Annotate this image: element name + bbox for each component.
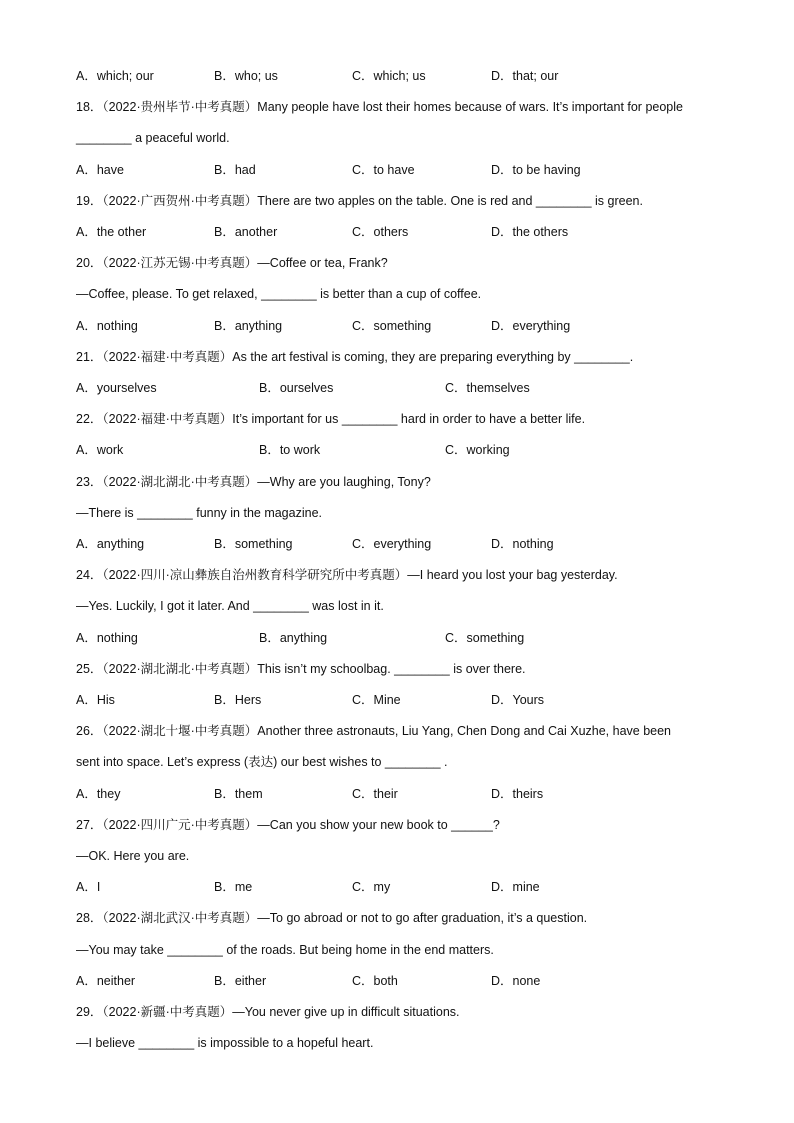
answer-options-row: [76, 879, 736, 895]
question-text-line: ________ a peaceful world.: [76, 131, 230, 146]
answer-option: B．ourselves: [259, 381, 334, 395]
answer-option: D．that; our: [491, 69, 559, 83]
answer-option: A．the other: [76, 225, 147, 239]
answer-options-row: [76, 68, 736, 84]
question-text-line: —OK. Here you are.: [76, 849, 190, 863]
answer-options-row: [76, 973, 736, 989]
answer-options-row: [76, 692, 736, 708]
answer-option: A．they: [76, 786, 121, 801]
answer-options-row: [76, 442, 736, 458]
answer-option: B．them: [214, 786, 263, 801]
answer-option: D．Yours: [491, 693, 545, 707]
question-text-line: 25．（2022·湖北湖北·中考真题）This isn’t my schoolbag. ________ is over there.: [76, 661, 526, 676]
answer-option: B．either: [214, 973, 267, 988]
answer-option: D．everything: [491, 318, 571, 333]
answer-option: B．anything: [259, 630, 328, 645]
question-text-line: 21．（2022·福建·中考真题）As the art festival is coming, they are preparing everything by ________.: [76, 349, 634, 364]
answer-option: A．work: [76, 443, 124, 458]
answer-options-row: [76, 318, 736, 334]
answer-option: A．I: [76, 880, 101, 895]
answer-option: C．working: [445, 443, 510, 458]
question-text-line: 28．（2022·湖北武汉·中考真题）—To go abroad or not to go after graduation, it’s a question.: [76, 911, 588, 926]
answer-option: A．yourselves: [76, 381, 157, 395]
answer-option: D．nothing: [491, 537, 554, 551]
answer-option: A．nothing: [76, 318, 138, 333]
answer-option: B．another: [214, 225, 278, 239]
answer-options-row: [76, 380, 736, 396]
question-text-line: 27．（2022·四川广元·中考真题）—Can you show your new book to ______?: [76, 817, 500, 832]
answer-option: C．to have: [352, 162, 415, 177]
question-text-line: —Coffee, please. To get relaxed, ________ is better than a cup of coffee.: [76, 287, 482, 302]
answer-option: C．their: [352, 786, 398, 801]
answer-option: C．my: [352, 880, 391, 895]
answer-option: A．anything: [76, 537, 145, 551]
answer-options-row: [76, 162, 736, 178]
question-text-line: —Yes. Luckily, I got it later. And ________ was lost in it.: [76, 599, 384, 614]
answer-option: B．to work: [259, 443, 321, 458]
question-text-line: 26．（2022·湖北十堰·中考真题）Another three astronauts, Liu Yang, Chen Dong and Cai Xuzhe, have been: [76, 724, 672, 739]
question-text-line: 24．（2022·四川·凉山彝族自治州教育科学研究所中考真题）—I heard you lost your bag yesterday.: [76, 568, 618, 583]
answer-option: B．Hers: [214, 693, 262, 707]
answer-option: C．which; us: [352, 69, 426, 83]
answer-option: B．anything: [214, 318, 283, 333]
question-text-line: 18．（2022·贵州毕节·中考真题）Many people have lost their homes because of wars. It’s important for people: [76, 100, 683, 115]
answer-option: A．have: [76, 162, 124, 177]
answer-options-row: [76, 786, 736, 802]
answer-option: D．the others: [491, 225, 569, 239]
answer-option: B．had: [214, 162, 256, 177]
answer-option: A．nothing: [76, 630, 138, 645]
answer-option: C．everything: [352, 537, 432, 551]
answer-option: C．others: [352, 225, 409, 239]
answer-option: C．themselves: [445, 381, 530, 395]
answer-option: D．mine: [491, 880, 540, 895]
answer-options-row: [76, 630, 736, 646]
answer-option: A．which; our: [76, 69, 154, 83]
question-text-line: —I believe ________ is impossible to a hopeful heart.: [76, 1036, 374, 1051]
answer-option: C．Mine: [352, 693, 401, 707]
question-text-line: —You may take ________ of the roads. But being home in the end matters.: [76, 942, 494, 957]
answer-option: D．to be having: [491, 162, 581, 177]
answer-option: B．me: [214, 880, 253, 895]
answer-option: A．neither: [76, 973, 136, 988]
question-text-line: sent into space. Let’s express (表达) our best wishes to ________ .: [76, 755, 448, 770]
answer-option: B．who; us: [214, 69, 278, 83]
question-text-line: 20．（2022·江苏无锡·中考真题）—Coffee or tea, Frank?: [76, 256, 388, 271]
question-text-line: 19．（2022·广西贺州·中考真题）There are two apples on the table. One is red and ________ is green.: [76, 193, 643, 208]
answer-option: D．none: [491, 973, 541, 988]
answer-options-row: [76, 536, 736, 552]
answer-option: B．something: [214, 537, 293, 551]
answer-option: C．something: [445, 630, 525, 645]
answer-options-row: [76, 224, 736, 240]
answer-option: C．something: [352, 318, 432, 333]
question-text-line: 29．（2022·新疆·中考真题）—You never give up in difficult situations.: [76, 1005, 460, 1019]
question-text-line: 22．（2022·福建·中考真题）It’s important for us ________ hard in order to have a better life.: [76, 412, 586, 427]
question-text-line: 23．（2022·湖北湖北·中考真题）—Why are you laughing, Tony?: [76, 474, 431, 489]
question-text-line: —There is ________ funny in the magazine.: [76, 505, 322, 520]
answer-option: C．both: [352, 973, 398, 988]
answer-option: D．theirs: [491, 786, 544, 801]
answer-option: A．His: [76, 693, 115, 707]
